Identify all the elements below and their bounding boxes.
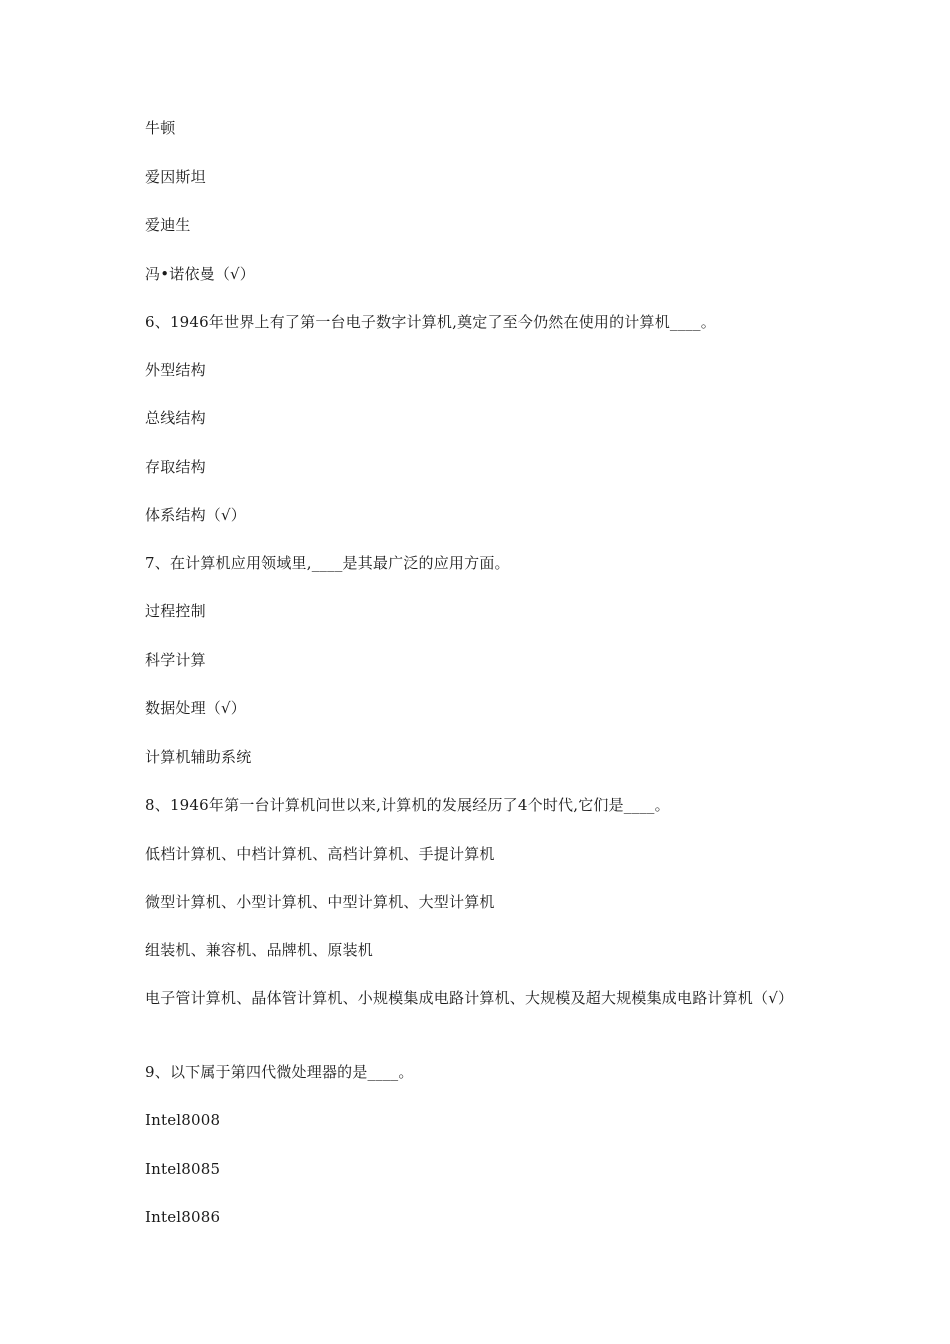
option-edison: 爱迪生 (145, 216, 191, 234)
option-intel8086: Intel8086 (145, 1208, 221, 1226)
question-7: 7、在计算机应用领域里,____是其最广泛的应用方面。 (145, 554, 510, 572)
question-9: 9、以下属于第四代微处理器的是____。 (145, 1063, 414, 1081)
option-computer-aided-systems: 计算机辅助系统 (145, 748, 252, 766)
option-intel8008: Intel8008 (145, 1111, 221, 1129)
option-data-processing-correct: 数据处理（√） (145, 699, 246, 717)
option-intel8085: Intel8085 (145, 1160, 221, 1178)
option-external-structure: 外型结构 (145, 361, 206, 379)
option-architecture-correct: 体系结构（√） (145, 506, 246, 524)
option-assembly-types: 组装机、兼容机、品牌机、原装机 (145, 941, 374, 959)
option-process-control: 过程控制 (145, 602, 206, 620)
question-8: 8、1946年第一台计算机问世以来,计算机的发展经历了4个时代,它们是____。 (145, 796, 670, 814)
option-grade-computers: 低档计算机、中档计算机、高档计算机、手提计算机 (145, 845, 495, 863)
option-generations-correct: 电子管计算机、晶体管计算机、小规模集成电路计算机、大规模及超大规模集成电路计算机（√） (145, 989, 794, 1007)
option-bus-structure: 总线结构 (145, 409, 206, 427)
option-einstein: 爱因斯坦 (145, 168, 206, 186)
option-scientific-computing: 科学计算 (145, 651, 206, 669)
question-6: 6、1946年世界上有了第一台电子数字计算机,奠定了至今仍然在使用的计算机____。 (145, 313, 716, 331)
option-size-computers: 微型计算机、小型计算机、中型计算机、大型计算机 (145, 893, 495, 911)
option-newton: 牛顿 (145, 119, 176, 137)
option-access-structure: 存取结构 (145, 458, 206, 476)
option-von-neumann-correct: 冯•诺依曼（√） (145, 265, 256, 283)
